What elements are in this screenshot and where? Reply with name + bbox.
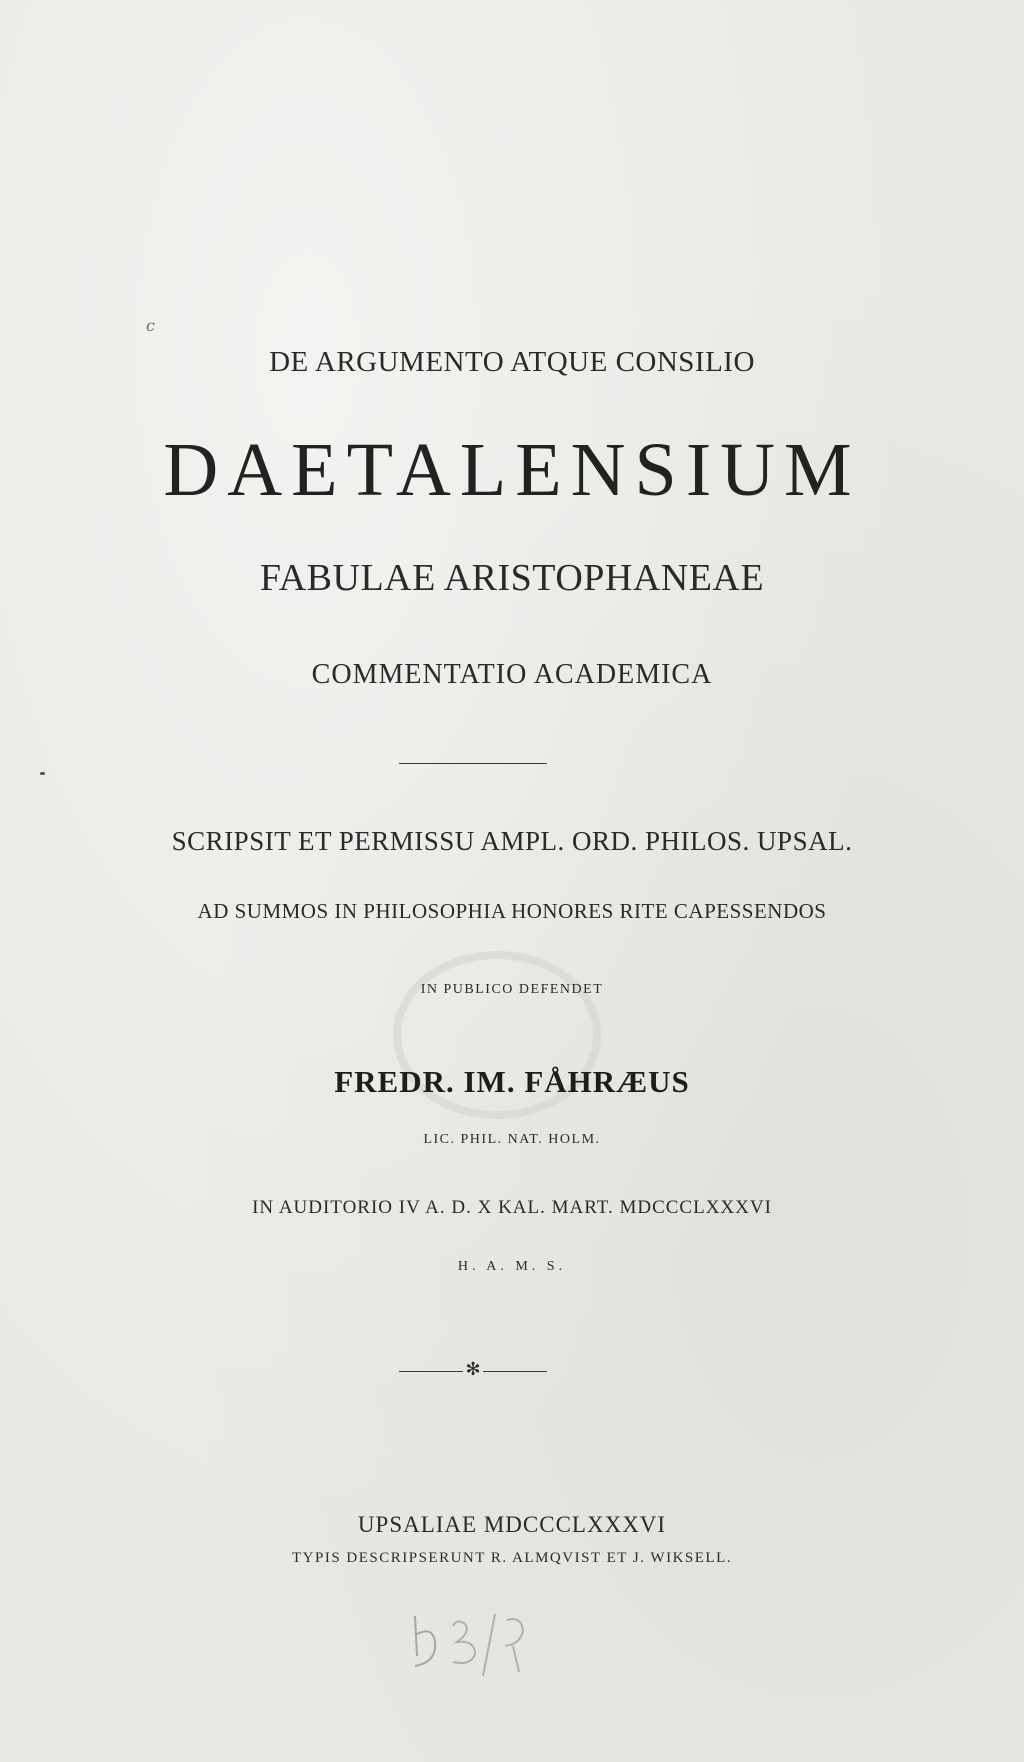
author-degree: LIC. PHIL. NAT. HOLM. bbox=[423, 1132, 601, 1147]
ornament-star-icon: ✻ bbox=[465, 1359, 481, 1380]
ornamental-divider bbox=[399, 1359, 547, 1382]
imprint-place: UPSALIAE MDCCCLXXXVI bbox=[357, 1512, 667, 1537]
scripsit-line: SCRIPSIT ET PERMISSU AMPL. ORD. PHILOS. UPSAL. bbox=[171, 826, 853, 856]
divider-rule bbox=[399, 763, 547, 764]
title-line-argument: DE ARGUMENTO ATQUE CONSILIO bbox=[269, 346, 755, 378]
pencil-mark: c bbox=[146, 316, 155, 335]
honores-line: AD SUMMOS IN PHILOSOPHIA HONORES RITE CAPESSENDOS bbox=[197, 899, 827, 923]
defendet-line: IN PUBLICO DEFENDET bbox=[420, 982, 604, 997]
author-name: FREDR. IM. FÅHRÆUS bbox=[334, 1064, 690, 1099]
faint-library-stamp bbox=[362, 930, 632, 1140]
auditorio-line: IN AUDITORIO IV A. D. X KAL. MART. MDCCCLXXXVI bbox=[252, 1197, 772, 1218]
ornament-rule-left bbox=[399, 1371, 463, 1372]
subtitle: FABULAE ARISTOPHANEAE bbox=[259, 557, 765, 599]
hams-line: H. A. M. S. bbox=[457, 1259, 567, 1274]
main-title: DAETALENSIUM bbox=[163, 428, 861, 512]
genre-line: COMMENTATIO ACADEMICA bbox=[311, 659, 713, 690]
ink-speck bbox=[40, 772, 45, 775]
handwritten-shelf-mark bbox=[395, 1596, 555, 1686]
ornament-rule-right bbox=[483, 1371, 547, 1372]
imprint-printers: TYPIS DESCRIPSERUNT R. ALMQVIST ET J. WIKSELL. bbox=[291, 1550, 732, 1566]
